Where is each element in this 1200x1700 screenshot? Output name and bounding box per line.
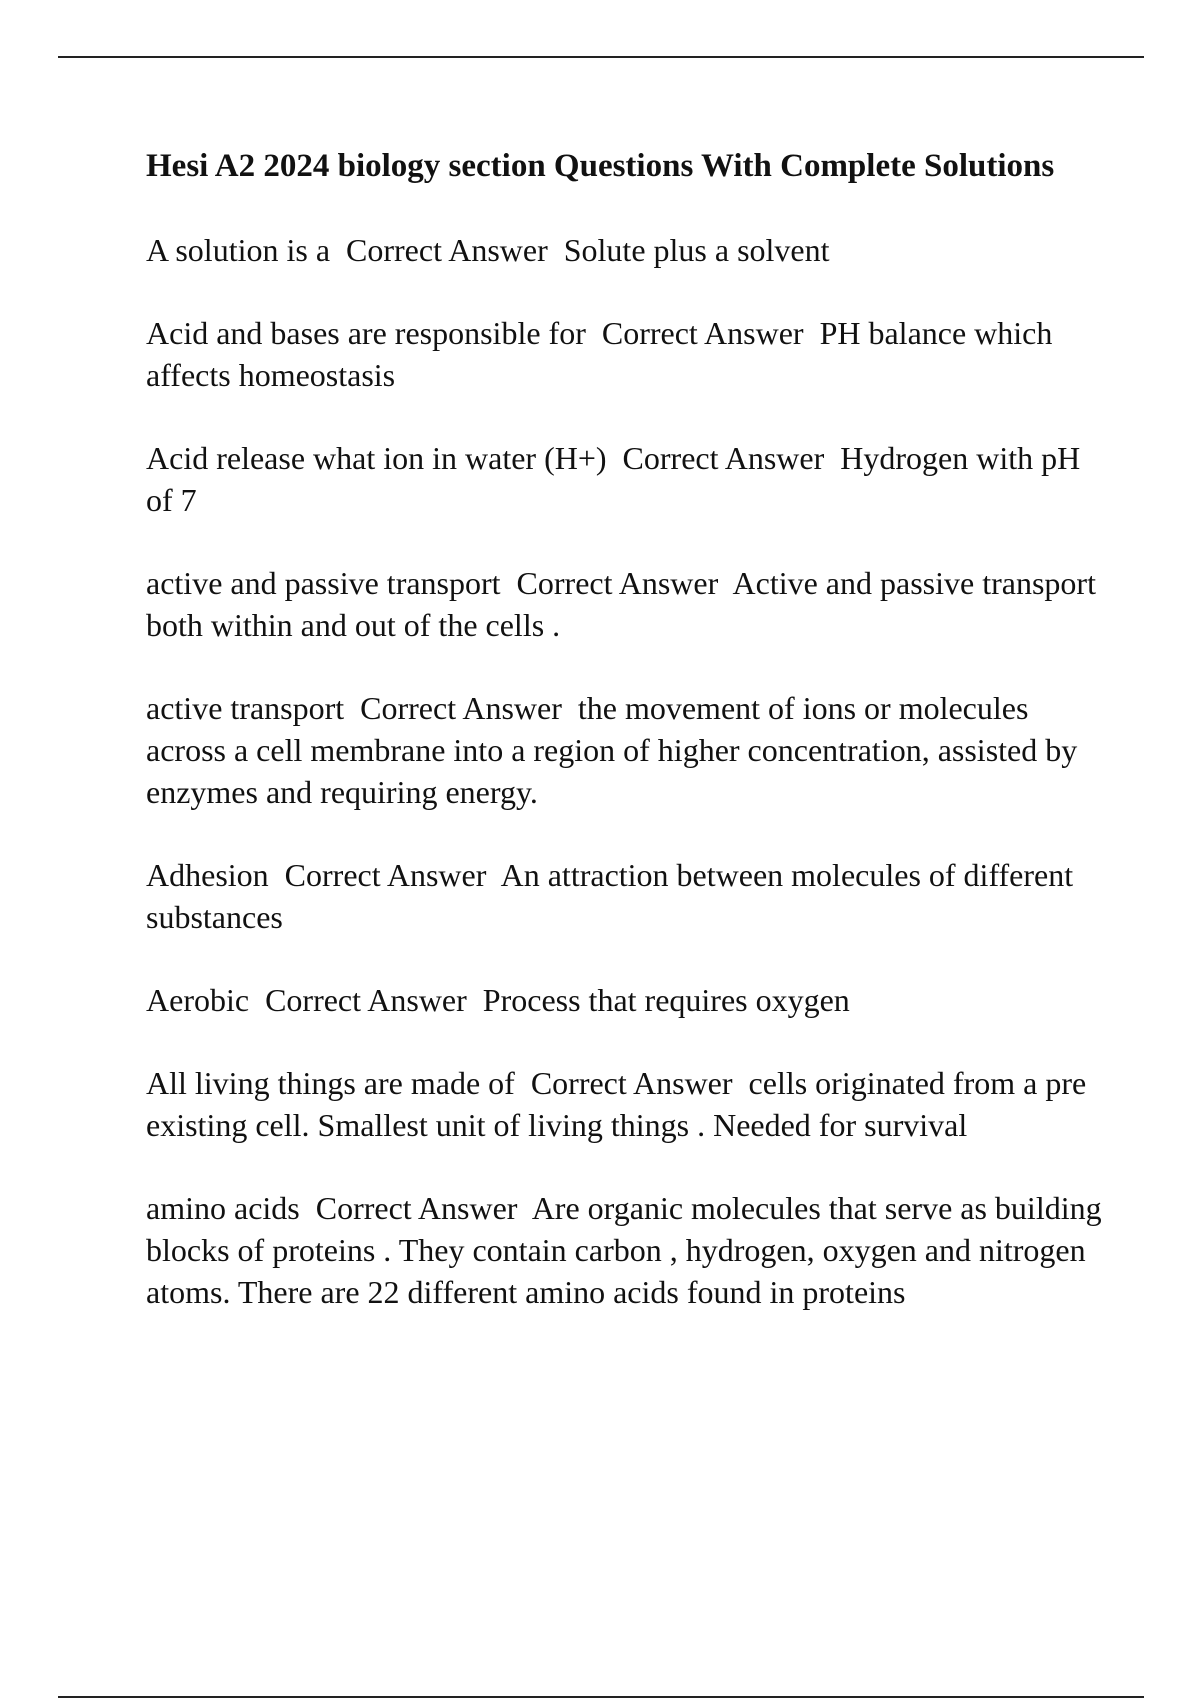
answer-text: Active and passive transport both within and out of the cells . <box>146 565 1104 643</box>
answer-text: Process that requires oxygen <box>482 982 850 1018</box>
answer-text: Are organic molecules that serve as building blocks of proteins . They contain carbon , hydrogen, oxygen and nitrogen atoms. There are 22 different amino acids found in proteins <box>146 1190 1110 1310</box>
question-text: amino acids <box>146 1190 300 1226</box>
answer-label: Correct Answer <box>346 232 548 268</box>
question-text: Acid and bases are responsible for <box>146 315 586 351</box>
bottom-divider <box>58 1696 1144 1698</box>
answer-label: Correct Answer <box>360 690 562 726</box>
answer-label: Correct Answer <box>622 440 825 476</box>
answer-label: Correct Answer <box>530 1065 733 1101</box>
answer-text: An attraction between molecules of different substances <box>146 857 1082 935</box>
answer-text: cells originated from a pre existing cell. Smallest unit of living things . Needed for survival <box>146 1065 1095 1143</box>
question-text: active transport <box>146 690 345 726</box>
question-text: Aerobic <box>146 982 250 1018</box>
answer-text: the movement of ions or molecules across a cell membrane into a region of higher concentration, assisted by enzymes and requiring energy. <box>146 690 1086 810</box>
answer-label: Correct Answer <box>265 982 467 1018</box>
answer-label: Correct Answer <box>315 1190 518 1226</box>
document-title: Hesi A2 2024 biology section Questions With Complete Solutions <box>146 148 1055 184</box>
qa-entry <box>146 437 1106 521</box>
question-text: A solution is a <box>146 232 331 268</box>
question-text: Adhesion <box>146 857 269 893</box>
answer-label: Correct Answer <box>284 857 487 893</box>
answer-text: Solute plus a solvent <box>563 232 830 268</box>
qa-entry <box>146 854 1106 938</box>
top-divider <box>58 56 1144 58</box>
answer-label: Correct Answer <box>516 565 719 601</box>
document-body <box>146 145 1110 1354</box>
question-text: active and passive transport <box>146 565 501 601</box>
answer-text: Hydrogen with pH of 7 <box>146 440 1089 518</box>
qa-entry <box>146 1062 1106 1146</box>
question-text: Acid release what ion in water (H+) <box>146 440 607 476</box>
answer-text: PH balance which affects homeostasis <box>146 315 1061 393</box>
qa-entry <box>146 312 1106 396</box>
qa-entry <box>146 229 1106 271</box>
question-text: All living things are made of <box>146 1065 515 1101</box>
answer-label: Correct Answer <box>601 315 804 351</box>
qa-entry <box>146 979 1106 1021</box>
qa-entry <box>146 562 1106 646</box>
qa-entry <box>146 687 1106 813</box>
qa-entry <box>146 1187 1110 1313</box>
